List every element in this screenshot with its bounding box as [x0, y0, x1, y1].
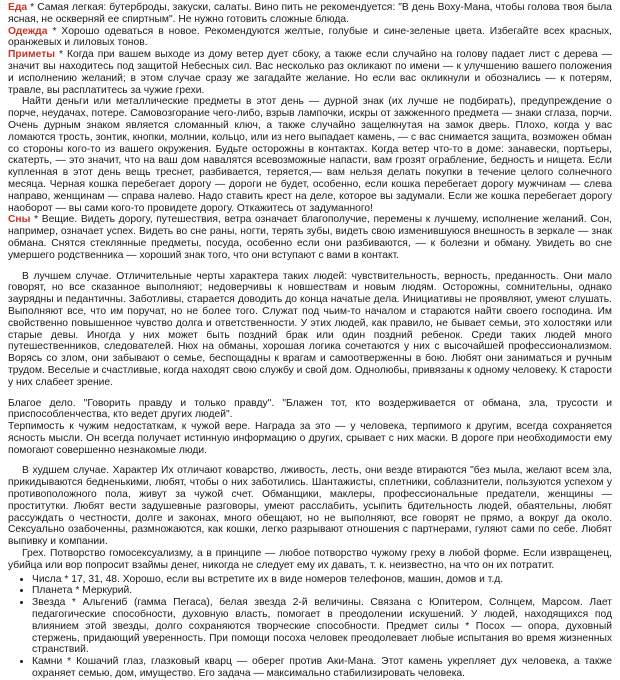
fact-stones: • Камни * Кошачий глаз, глазковый кварц — оберег против Аки-Мана. Этот камень укрепляет дух человека, а также охраняет семью, дом, имущество. Его задача — максимально стабилизировать человека. [32, 656, 612, 680]
fact-numbers: • Числа * 17, 31, 48. Хорошо, если вы встретите их в виде номеров телефонов, машин, домов и т.д. [32, 574, 612, 586]
tolerance-paragraph: Терпимость к чужим недостаткам, к чужой вере. Награда за это — у человека, терпимого к другим, всегда сохраняется ясность мысли. Он всегда получает истинную информацию о других, срывает с них маски. В дороге при необходимости ему помогают совершенно незнакомые люди. [8, 421, 612, 456]
dreams-paragraph [8, 214, 612, 261]
clothes-paragraph [8, 26, 612, 50]
clothes-label: Одежда [8, 25, 48, 37]
food-text: * Самая легкая: бутерброды, закуски, салаты. Вино пить не рекомендуется: "В день Вохy-Мана, чтобы голова твоя была ясная, не оскверняй ее спиртным". Не нужно готовить сложные блюда. [8, 2, 612, 25]
omens-label: Приметы [8, 49, 56, 61]
omens-continuation: Найти деньги или металлические предметы в этот день — дурной знак (их лучше не подбирать), предупреждение о порче, неудачах, потере. Самовозгорание чего-либо, взрыв лампочки, искры от зажженного предмета — знаки сглаза, порчи. Очень дурным знаком является сломанный ключ, а также случайно защелкнутая на замок дверь. Плохо, когда у вас ломаются трость, зонтик, кнопки, молнии, кольцо, или из него выпадает камень, — с вас снимается защита, возможен обман со стороны кого-то из вашего окружения. Будьте осторожны в контактах. Когда ветер что-то в доме: занавески, портьеры, скатерть, — это значит, что на ваш дом навалятся всевозможные напасти, вам грозят ограбление, бедность и нищета. Если купленная в этот день вещь треснет, разбивается, теряется,— вам нельзя делать покупки в течение целого солнечного месяца. Черная кошка перебегает дорогу — дороги не будет, особенно, если кошка перебегает дорогу мужчинам — слева направо, женщинам — справа налево. Надо ставить крест на деле, которое вы задумали. Если же кошка перебегает дорогу наоборот — вы сами кого-то провидете дорогу. Откажитесь от задуманного! [8, 96, 612, 214]
omens-text: * Когда при вашем выходе из дому ветер дует сбоку, а также если случайно на голову падает лист с дерева — значит вы находитесь под защитой Небесных сил. Вас несколько раз окликают по имени — к улучшению вашего положения и исполнению желаний; в этом случае сразу же загадайте желание. Но если вас окликнули и обознались — к потерям, травле, вы расплатитесь за чужие грехи. [8, 49, 612, 96]
dreams-text: * Вещие. Видеть дорогу, путешествия, ветра означает благополучие, перемены к лучшему, исполнение желаний. Сон, например, означает успех. Видеть во сне раны, ногти, терять зубы, видеть свою изменившуюся внешность в зеркале — знак обмана. Снятся стеклянные предметы, посуда, особенно если они разбиваются, — к болезни и обману. Увидеть во сне умершего родственника — хороший знак того, что они вступают с вами в контакт. [8, 214, 612, 261]
fact-planet: • Планета * Меркурий. [32, 585, 612, 597]
worst-case-paragraph: В худшем случае. Характер Их отличают коварство, лживость, лесть, они везде втираются "без мыла, желают всем зла, прикидываются бедненькими, любят, чтобы о них заботились. Шантажисты, сплетники, соблазнители, пользуются успехом у противоположного пола, живут за чужой счет. Обманщики, маклеры, профессиональные предатели, женщины — проститутки. Любят вести задушевные разговоры, умеют расслабить, усыпить бдительность людей, обаятельны, любят рассуждать о честности, долге и законах, много обещают, но не выполняют, все говорят не прямо, а вокруг да около. Сексуально озабоченны, размножаются, как кошки, легко разрывают отношения с партнерами, гуляют сами по себе. Любят выпивку и компании. [8, 465, 612, 548]
dreams-label: Сны [8, 214, 31, 226]
clothes-text: * Хорошо одеваться в новое. Рекомендуются желтые, голубые и сине-зеленые цвета. Избегайте всех красных, оранжевых и лиловых тонов. [8, 25, 612, 49]
spacer [8, 389, 612, 398]
motto-paragraph: Благое дело. "Говорить правду и только правду". "Блажен тот, кто воздерживается от обмана, зла, трусости и приспособленчества, кто ведет других людей". [8, 397, 612, 421]
best-case-paragraph: В лучшем случае. Отличительные черты характера таких людей: чувствительность, верность, преданность. Они мало говорят, но все сказанное выполняют; недоверчивы к новшествам и новым людям. Осторожны, сомнительны, однако заурядны и педантичны. Заботливы, старается доводить до конца начатые дела. Инициативы не проявляют, умеют слушать. Выполняют все, что им поручат, но не более того. Служат под чьим-то началом и стараются найти своего господина. Им свойственно повышенное чувство долга и ответственности. У этих людей, как правило, не бывает семьи, это холостяки или старые девы. Иногда у них может быть поздний брак или один поздний ребенок. Среди таких людей много путешественников, следователей. Нюх на обманы, хорошая логика сочетаются у них с высочайшей профессионализмом. Ворясь со злом, они забывают о семье, беспощадны к врагам и самоотверженны в бою. Любят они заниматься и ручным трудом. Веселые и счастливые, когда находят свою службу и свой дом. Однолюбы, привязаны к одному человеку. К старости у них слабеет зрение. [8, 270, 612, 388]
facts-list [8, 574, 612, 680]
omens-paragraph [8, 49, 612, 96]
food-paragraph [8, 2, 612, 26]
spacer [8, 262, 612, 271]
fact-star: • Звезда * Альгениб (гамма Пегаса), белая звезда 2-й величины. Связана с Юпитером, Солнцем, Марсом. Лает педагогические способности, духовную власть, помогает в преодолении искушений. У людей, находящихся под влиянием этой звезды, долго сохраняются творческие способности. Предмет силы * Посох — опора, духовный стержень, придающий уверенность. При помощи посоха человек преодолевает любые испытания во время жизненных странствий. [32, 597, 612, 656]
sin-paragraph: Грех. Потворство гомосексуализму, а в принципе — любое потворство чужому греху в любой форме. Если извращенец, убийца или вор попросит взаймы денег, никогда не следует ему их давать, т. к. неизвестно, на что он их потратит. [8, 548, 612, 571]
food-label: Еда [8, 2, 28, 13]
